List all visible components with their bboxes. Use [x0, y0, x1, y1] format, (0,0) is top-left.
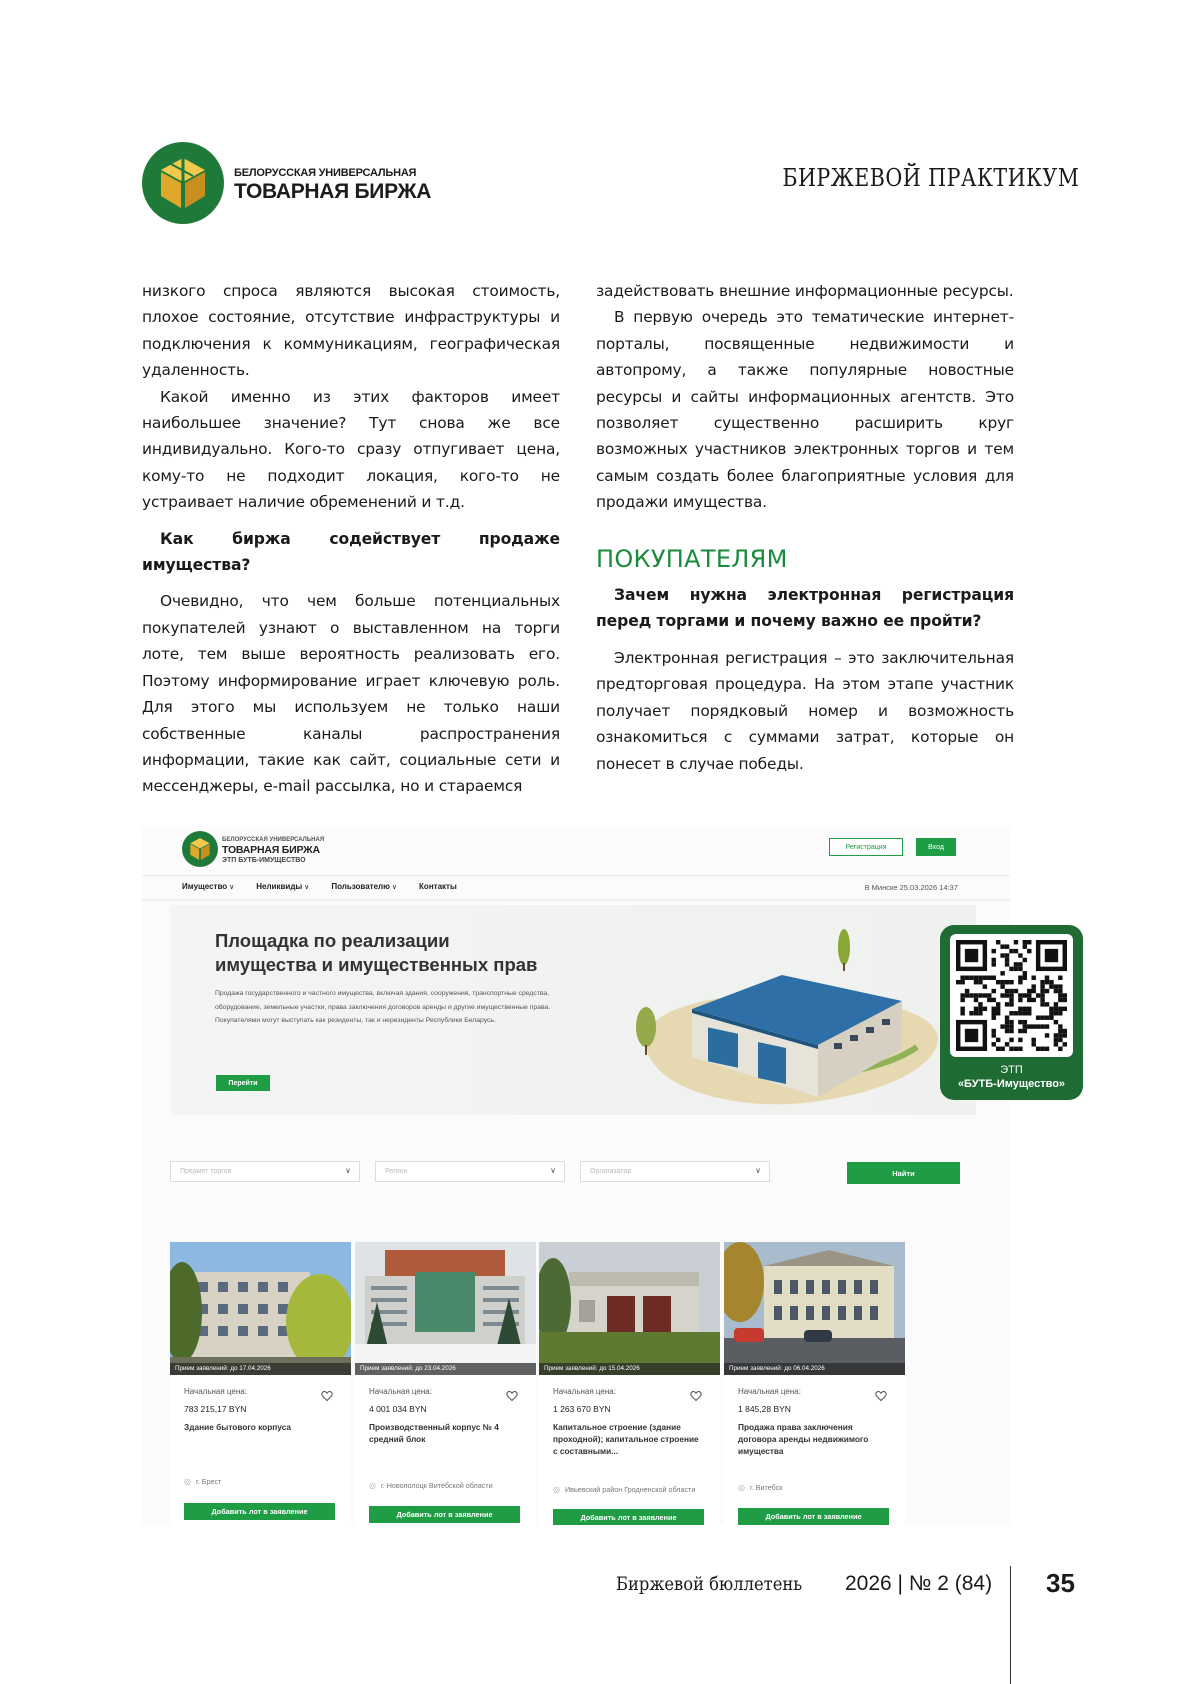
- lot-price-label: Начальная цена:: [553, 1387, 616, 1396]
- add-lot-button[interactable]: Добавить лот в заявление: [184, 1503, 335, 1520]
- nav-item-contacts[interactable]: Контакты: [419, 882, 457, 891]
- favorite-heart-icon[interactable]: [506, 1390, 518, 1402]
- lot-photo: [724, 1242, 905, 1375]
- lot-title[interactable]: Продажа права заключения договора аренды недвижимого имущества: [738, 1422, 869, 1456]
- lot-location: ◎ г. Витебск: [738, 1482, 888, 1493]
- filter-subject-select[interactable]: Предмет торгов ∨: [170, 1161, 360, 1182]
- exchange-logo: [142, 142, 224, 224]
- lot-card[interactable]: [170, 1242, 351, 1525]
- qr-code: [950, 934, 1073, 1057]
- nav-item-illiquid[interactable]: Неликвиды ∨: [256, 882, 309, 891]
- lot-price-label: Начальная цена:: [369, 1387, 432, 1396]
- left-column: [142, 278, 560, 800]
- add-lot-button[interactable]: Добавить лот в заявление: [738, 1508, 889, 1525]
- lot-deadline: Прием заявлений: до 17.04.2026: [170, 1363, 351, 1375]
- paragraph: Какой именно из этих факторов имеет наибольшее значение? Тут снова же все индивидуально. Кого-то сразу отпугивает цена, кому-то не подходит локация, кого-то не устраивает наличие обременений и т.д.: [142, 387, 560, 512]
- lot-photo: [170, 1242, 351, 1375]
- site-brand-title: ТОВАРНАЯ БИРЖА: [222, 844, 320, 856]
- qr-badge: [940, 925, 1083, 1100]
- site-brand-subtitle: БЕЛОРУССКАЯ УНИВЕРСАЛЬНАЯ: [222, 837, 325, 843]
- footer-divider: [1010, 1566, 1011, 1684]
- lot-card[interactable]: [724, 1242, 905, 1525]
- nav-item-user[interactable]: Пользователю ∨: [331, 882, 397, 891]
- hero-description-line: Покупателями могут выступать как резиденты, так и нерезиденты Республики Беларусь.: [215, 1017, 496, 1024]
- issue-number: 2026 | № 2 (84): [845, 1572, 993, 1595]
- right-column: [596, 278, 1014, 777]
- subheading: Как биржа содействует продаже имущества?: [142, 529, 560, 575]
- lot-location: ◎ г. Новополоцк Витебской области: [369, 1480, 519, 1491]
- page-number: 35: [1046, 1568, 1075, 1598]
- paragraph: низкого спроса являются высокая стоимость, плохое состояние, отсутствие инфраструктуры и подключения к коммуникациям, географическая удаленность.: [142, 282, 560, 380]
- website-screenshot: [142, 827, 1010, 1525]
- nav-item-property[interactable]: Имущество ∨: [182, 882, 234, 891]
- register-button[interactable]: Регистрация: [829, 838, 903, 856]
- lot-title[interactable]: Производственный корпус № 4 средний блок: [369, 1422, 499, 1444]
- filter-organizer-select[interactable]: Организатор ∨: [580, 1161, 770, 1182]
- qr-caption-line: «БУТБ-Имущество»: [957, 1078, 1066, 1090]
- brand-title: ТОВАРНАЯ БИРЖА: [234, 180, 432, 203]
- site-logo: [182, 831, 218, 867]
- lot-price: 783 215,17 BYN: [184, 1404, 247, 1414]
- header-divider: [142, 875, 1010, 876]
- favorite-heart-icon[interactable]: [690, 1390, 702, 1402]
- hero-description-line: Продажа государственного и частного имущества, включая здания, сооружения, транспортные средства, оборудование, земельные участки, права заключения договоров аренды и другие имущественные права.: [215, 990, 551, 1011]
- favorite-heart-icon[interactable]: [875, 1390, 887, 1402]
- add-lot-button[interactable]: Добавить лот в заявление: [553, 1509, 704, 1525]
- lot-price: 1 263 670 BYN: [553, 1404, 611, 1414]
- login-button[interactable]: Вход: [916, 838, 956, 856]
- qr-code-icon: [956, 940, 1067, 1051]
- lot-price: 4 001 034 BYN: [369, 1404, 427, 1414]
- nav-shadow: [142, 899, 1010, 902]
- favorite-heart-icon[interactable]: [321, 1390, 333, 1402]
- lot-price-label: Начальная цена:: [738, 1387, 801, 1396]
- lot-photo: [355, 1242, 536, 1375]
- paragraph: Электронная регистрация – это заключительная предторговая процедура. На этом этапе участник получает порядковый номер и возможность ознакомиться с суммами затрат, которые он понесет в случае победы.: [596, 648, 1014, 773]
- lot-deadline: Прием заявлений: до 15.04.2026: [539, 1363, 720, 1375]
- lot-location: ◎ г. Брест: [184, 1476, 334, 1487]
- lot-card[interactable]: [539, 1242, 720, 1525]
- lot-price-label: Начальная цена:: [184, 1387, 247, 1396]
- magazine-title: Биржевой бюллетень: [616, 1573, 803, 1595]
- lot-title[interactable]: Здание бытового корпуса: [184, 1422, 292, 1432]
- add-lot-button[interactable]: Добавить лот в заявление: [369, 1506, 520, 1523]
- site-brand-platform: ЭТП БУТБ-ИМУЩЕСТВО: [222, 857, 306, 864]
- brand-subtitle: БЕЛОРУССКАЯ УНИВЕРСАЛЬНАЯ: [234, 167, 417, 179]
- lot-price: 1 845,28 BYN: [738, 1404, 791, 1414]
- current-datetime: В Минске 25.03.2026 14:37: [864, 883, 958, 892]
- section-heading: БИРЖЕВОЙ ПРАКТИКУМ: [782, 164, 1079, 192]
- hero-title: Площадка по реализации имущества и имущественных прав: [215, 930, 538, 975]
- subheading: Зачем нужна электронная регистрация перед торгами и почему важно ее пройти?: [596, 586, 1014, 631]
- warehouse-illustration: [612, 907, 972, 1117]
- filter-region-select[interactable]: Регион ∨: [375, 1161, 565, 1182]
- lot-title[interactable]: Капитальное строение (здание проходной); капитальное строение с составными...: [553, 1422, 699, 1456]
- paragraph: задействовать внешние информационные ресурсы.: [596, 282, 1014, 300]
- lot-card[interactable]: [355, 1242, 536, 1525]
- section-subtitle: ПОКУПАТЕЛЯМ: [596, 544, 788, 573]
- lot-photo: [539, 1242, 720, 1375]
- find-button[interactable]: Найти: [847, 1162, 960, 1184]
- lot-deadline: Прием заявлений: до 06.04.2026: [724, 1363, 905, 1375]
- qr-caption-line: ЭТП: [1000, 1064, 1023, 1076]
- lot-location: ◎ Ивьевский район Гродненской области: [553, 1484, 703, 1495]
- main-nav: [182, 882, 457, 891]
- lot-deadline: Прием заявлений: до 23.04.2026: [355, 1363, 536, 1375]
- hero-description: [215, 987, 565, 1028]
- hero-go-button[interactable]: Перейти: [216, 1075, 270, 1091]
- paragraph: Очевидно, что чем больше потенциальных покупателей узнают о выставленном на торги лоте, тем выше вероятность реализовать его. Поэтому информирование играет ключевую роль. Для этого мы используем не только наши собственные каналы распространения информации, такие как сайт, социальные сети и мессенджеры, e-mail рассылка, но и стараемся: [142, 592, 560, 796]
- paragraph: В первую очередь это тематические интернет-порталы, посвященные недвижимости и автопрому, а также популярные новостные ресурсы и сайты информационных агентств. Это позволяет существенно расширить круг возможных участников электронных торгов и тем самым создать более благоприятные условия для продажи имущества.: [596, 308, 1014, 512]
